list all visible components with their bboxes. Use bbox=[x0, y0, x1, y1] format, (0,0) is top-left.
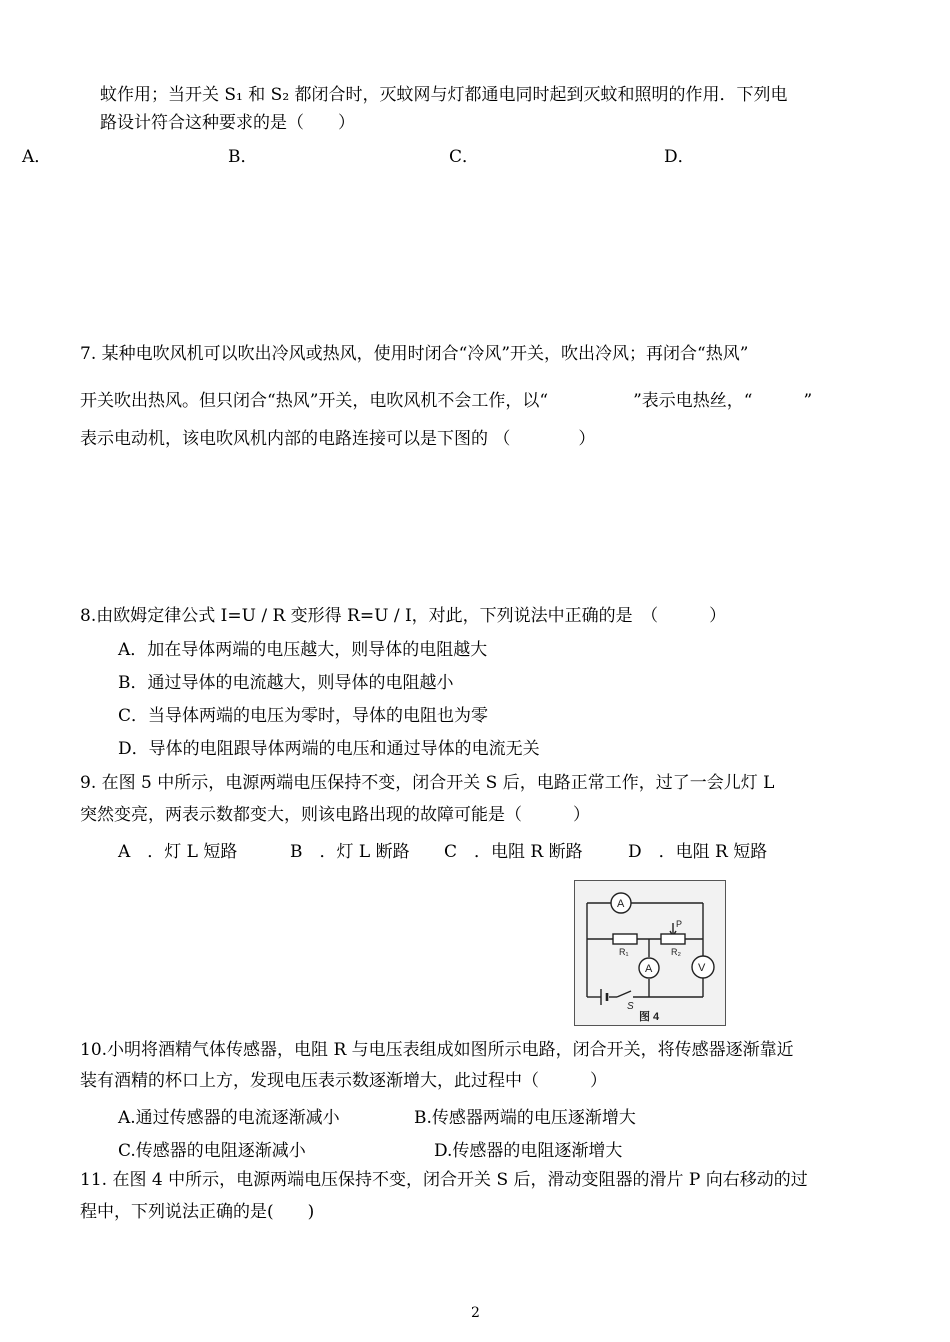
q6-option-b: B． bbox=[228, 147, 258, 167]
q10-line-1: 10.小明将酒精气体传感器，电阻 R 与电压表组成如图所示电路，闭合开关，将传感器逐渐靠近 bbox=[80, 1040, 794, 1060]
resistor-r2-label: R₂ bbox=[671, 947, 681, 957]
q10-option-b: B.传感器两端的电压逐渐增大 bbox=[414, 1108, 636, 1128]
q9-option-d: D ．电阻 R 短路 bbox=[628, 842, 768, 862]
q9-line-2: 突然变亮，两表示数都变大，则该电路出现的故障可能是（ ） bbox=[80, 805, 590, 825]
resistor-r1-label: R₁ bbox=[619, 947, 629, 957]
q8-option-d: D．导体的电阻跟导体两端的电压和通过导体的电流无关 bbox=[118, 739, 540, 759]
q11-line-1: 11. 在图 4 中所示，电源两端电压保持不变，闭合开关 S 后，滑动变阻器的滑片 P 向右移动的过 bbox=[80, 1170, 808, 1190]
q6-option-d: D． bbox=[664, 147, 695, 167]
q11-line-2: 程中，下列说法正确的是( ) bbox=[80, 1202, 315, 1222]
q6-option-a: A． bbox=[22, 147, 52, 167]
voltmeter-label: V bbox=[698, 962, 706, 974]
q9-option-c: C ．电阻 R 断路 bbox=[444, 842, 583, 862]
ammeter-a1-label: A bbox=[645, 963, 653, 975]
q8-option-a: A．加在导体两端的电压越大，则导体的电阻越大 bbox=[118, 640, 488, 660]
q8-stem: 8.由欧姆定律公式 I=U / R 变形得 R=U / I，对此，下列说法中正确的是 （ ） bbox=[80, 606, 727, 626]
q10-option-d: D.传感器的电阻逐渐增大 bbox=[434, 1141, 623, 1161]
q9-line-1: 9. 在图 5 中所示，电源两端电压保持不变，闭合开关 S 后，电路正常工作，过了一会儿灯 L bbox=[80, 773, 775, 793]
circuit-diagram bbox=[575, 881, 725, 1025]
figure-caption: 图 4 bbox=[639, 1011, 660, 1023]
q7-line-1: 7. 某种电吹风机可以吹出冷风或热风，使用时闭合“冷风”开关，吹出冷风；再闭合“热风” bbox=[80, 344, 749, 364]
slider-p-label: P bbox=[676, 919, 683, 929]
q6-line-2: 路设计符合这种要求的是（ ） bbox=[100, 113, 355, 133]
q6-option-c: C． bbox=[449, 147, 480, 167]
q10-option-a: A.通过传感器的电流逐渐减小 bbox=[118, 1108, 340, 1128]
q10-line-2: 装有酒精的杯口上方，发现电压表示数逐渐增大，此过程中（ ） bbox=[80, 1071, 607, 1091]
q8-option-c: C．当导体两端的电压为零时，导体的电阻也为零 bbox=[118, 706, 489, 726]
q9-option-b: B ．灯 L 断路 bbox=[290, 842, 410, 862]
q6-line-1: 蚊作用；当开关 S₁ 和 S₂ 都闭合时，灭蚊网与灯都通电同时起到灭蚊和照明的作用．下列电 bbox=[100, 85, 788, 105]
ammeter-a0-label: A bbox=[617, 898, 625, 910]
circuit-figure-4 bbox=[574, 880, 726, 1026]
q9-option-a: A ．灯 L 短路 bbox=[118, 842, 238, 862]
q7-line-3: 表示电动机，该电吹风机内部的电路连接可以是下图的 （ ） bbox=[80, 429, 596, 449]
q10-option-c: C.传感器的电阻逐渐减小 bbox=[118, 1141, 306, 1161]
page-number: 2 bbox=[471, 1305, 480, 1321]
q8-option-b: B．通过导体的电流越大，则导体的电阻越小 bbox=[118, 673, 454, 693]
q7-line-2: 开关吹出热风。但只闭合“热风”开关，电吹风机不会工作，以“ ”表示电热丝，“ ” bbox=[80, 391, 813, 411]
switch-s-label: S bbox=[627, 1001, 634, 1012]
